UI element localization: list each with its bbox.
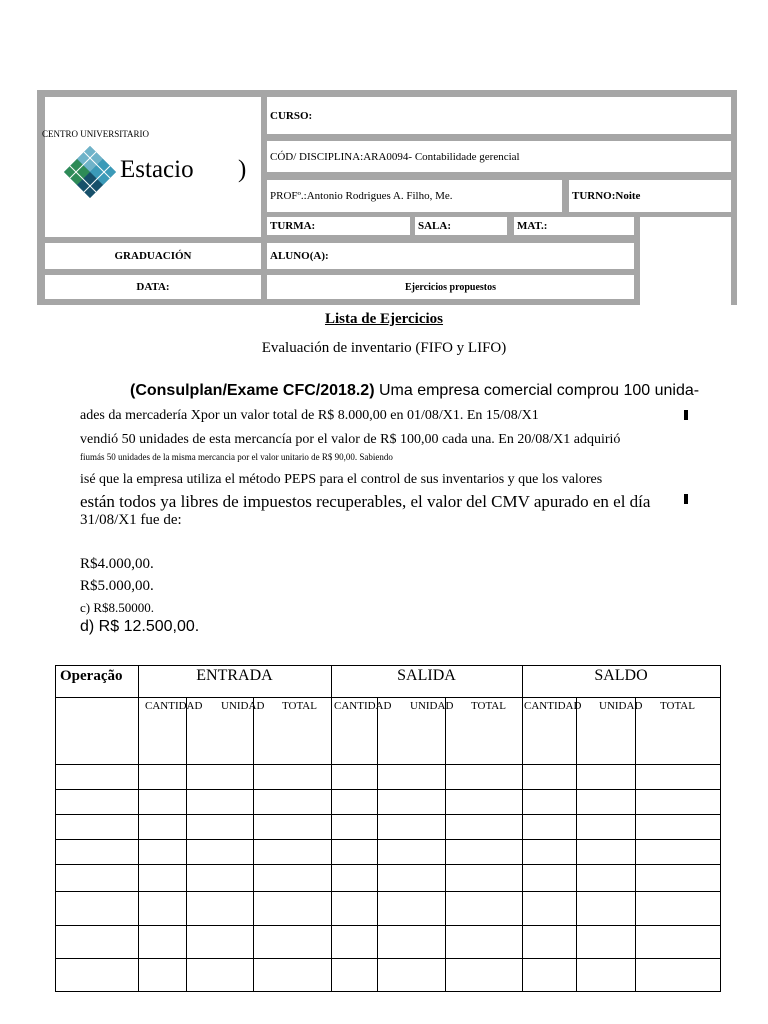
- data-label: DATA:: [136, 281, 170, 293]
- table-row-line: [55, 814, 721, 815]
- table-row-line: [55, 991, 721, 992]
- table-row-line: [55, 789, 721, 790]
- disciplina-text: CÓD/ DISCIPLINA:ARA0094- Contabilidade gerencial: [270, 150, 520, 163]
- curso-cell: [267, 97, 731, 134]
- entrada-total: TOTAL: [282, 700, 317, 712]
- entrada-cantidad: CANTIDAD: [145, 700, 203, 712]
- saldo-total: TOTAL: [660, 700, 695, 712]
- question-line-1-text: Uma empresa comercial comprou 100 unida-: [374, 382, 700, 399]
- option-d: d) R$ 12.500,00.: [80, 618, 200, 635]
- table-border-left: [55, 665, 56, 992]
- salida-cantidad: CANTIDAD: [334, 700, 392, 712]
- saldo-cantidad: CANTIDAD: [524, 700, 582, 712]
- question-line-7: 31/08/X1 fue de:: [80, 512, 182, 528]
- table-subcol-line: [445, 697, 446, 992]
- prof-text: PROFº.:Antonio Rodrigues A. Filho, Me.: [270, 190, 453, 202]
- question-line-5: isé que la empresa utiliza el método PEPS para el control de sus inventarios y que los valores: [80, 472, 603, 487]
- col-salida: SALIDA: [397, 667, 456, 684]
- question-line-3: vendió 50 unidades de esta mercancía por el valor de R$ 100,00 cada una. En 20/08/X1 adquirió: [80, 432, 621, 447]
- data-cell: [45, 275, 261, 299]
- col-operacao: Operação: [60, 668, 123, 684]
- entrada-unidad: UNIDAD: [221, 700, 265, 712]
- salida-total: TOTAL: [471, 700, 506, 712]
- table-col-line: [138, 665, 139, 992]
- question-source: (Consulplan/Exame CFC/2018.2): [130, 382, 375, 399]
- turno-cell: [569, 180, 731, 212]
- aluno-label: ALUNO(A):: [270, 250, 329, 262]
- col-entrada: ENTRADA: [196, 667, 273, 684]
- logo-word: Estacio: [120, 156, 194, 183]
- table-col-line: [331, 665, 332, 992]
- table-row-line: [55, 665, 721, 666]
- question-line-1: [130, 382, 699, 400]
- table-subcol-line: [186, 697, 187, 992]
- curso-label: CURSO:: [270, 109, 313, 122]
- photo-cell: [640, 217, 731, 305]
- saldo-unidad: UNIDAD: [599, 700, 643, 712]
- prof-cell: [267, 180, 562, 212]
- option-a: R$4.000,00.: [80, 556, 154, 572]
- table-row-line: [55, 925, 721, 926]
- table-subcol-line: [253, 697, 254, 992]
- table-row-line: [55, 839, 721, 840]
- sala-cell: [415, 217, 507, 235]
- scan-speck: [684, 494, 688, 504]
- table-row-line: [55, 958, 721, 959]
- option-b: R$5.000,00.: [80, 578, 154, 594]
- col-saldo: SALDO: [594, 667, 648, 684]
- scan-speck: [684, 410, 688, 420]
- table-row-line: [55, 764, 721, 765]
- table-subcol-line: [377, 697, 378, 992]
- ejercicios-cell: [267, 275, 634, 299]
- estacio-logo-icon: [64, 146, 116, 198]
- table-row-line: [55, 864, 721, 865]
- sala-label: SALA:: [418, 220, 452, 232]
- turma-cell: [267, 217, 410, 235]
- aluno-cell: [267, 243, 634, 269]
- mat-label: MAT.:: [517, 220, 548, 232]
- logo-paren-glyph: ): [238, 156, 247, 183]
- turma-label: TURMA:: [270, 220, 316, 232]
- salida-unidad: UNIDAD: [410, 700, 454, 712]
- question-line-4: fiumás 50 unidades de la misma mercancia por el valor unitario de R$ 90,00. Sabiendo: [80, 452, 393, 462]
- table-border-right: [720, 665, 721, 992]
- table-col-line: [522, 665, 523, 992]
- ejercicios-label: Ejercicios propuestos: [404, 281, 496, 293]
- page-title: Lista de Ejercicios: [324, 311, 444, 327]
- mat-cell: [514, 217, 634, 235]
- graduacion-cell: [45, 243, 261, 269]
- logo-top-text: CENTRO UNIVERSITARIO: [42, 129, 150, 139]
- table-row-line: [55, 697, 721, 698]
- option-c: c) R$8.50000.: [80, 600, 155, 615]
- table-subcol-line: [576, 697, 577, 992]
- graduacion-label: GRADUACIÓN: [114, 250, 192, 262]
- header-form: [37, 90, 737, 305]
- table-row-line: [55, 891, 721, 892]
- turno-text: TURNO:Noite: [572, 190, 641, 202]
- disciplina-cell: [267, 141, 731, 172]
- question-line-2: ades da mercadería Xpor un valor total de R$ 8.000,00 en 01/08/X1. En 15/08/X1: [80, 408, 539, 423]
- table-subcol-line: [635, 697, 636, 992]
- question-line-6: están todos ya libres de impuestos recuperables, el valor del CMV apurado en el día: [80, 492, 651, 511]
- page-subtitle: Evaluación de inventario (FIFO y LIFO): [261, 340, 507, 356]
